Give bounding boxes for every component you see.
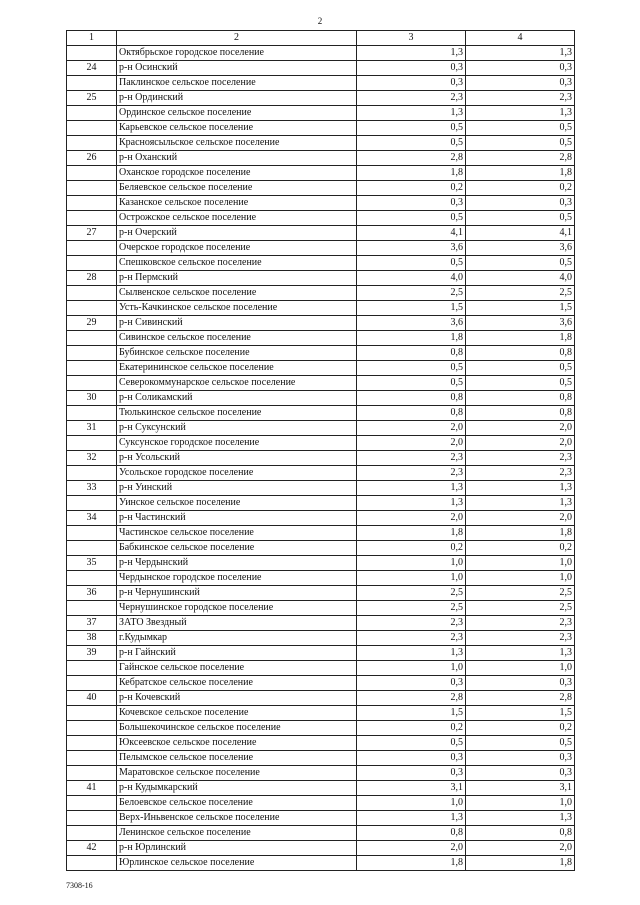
row-number bbox=[67, 76, 117, 91]
territory-name: Кочевское сельское поселение bbox=[117, 706, 357, 721]
value-col4: 1,3 bbox=[466, 811, 575, 826]
table-row bbox=[67, 841, 575, 856]
value-col4: 1,3 bbox=[466, 496, 575, 511]
row-number: 35 bbox=[67, 556, 117, 571]
table-row bbox=[67, 121, 575, 136]
territory-name: Гайнское сельское поселение bbox=[117, 661, 357, 676]
territory-name: Беляевское сельское поселение bbox=[117, 181, 357, 196]
table-row bbox=[67, 481, 575, 496]
table-row bbox=[67, 106, 575, 121]
territory-name: Паклинское сельское поселение bbox=[117, 76, 357, 91]
row-number: 25 bbox=[67, 91, 117, 106]
row-number bbox=[67, 361, 117, 376]
value-col3: 2,0 bbox=[357, 421, 466, 436]
table-row bbox=[67, 556, 575, 571]
row-number bbox=[67, 166, 117, 181]
row-number bbox=[67, 661, 117, 676]
table-row bbox=[67, 241, 575, 256]
territory-name: р-н Пермский bbox=[117, 271, 357, 286]
row-number bbox=[67, 286, 117, 301]
value-col4: 2,5 bbox=[466, 286, 575, 301]
row-number bbox=[67, 301, 117, 316]
table-row bbox=[67, 61, 575, 76]
table-header-row bbox=[67, 31, 575, 46]
territory-name: Белоевское сельское поселение bbox=[117, 796, 357, 811]
value-col4: 0,5 bbox=[466, 256, 575, 271]
value-col4: 0,5 bbox=[466, 121, 575, 136]
territory-name: р-н Частинский bbox=[117, 511, 357, 526]
row-number: 42 bbox=[67, 841, 117, 856]
value-col4: 2,3 bbox=[466, 616, 575, 631]
value-col4: 2,8 bbox=[466, 151, 575, 166]
row-number: 39 bbox=[67, 646, 117, 661]
row-number bbox=[67, 571, 117, 586]
value-col4: 0,3 bbox=[466, 76, 575, 91]
territory-name: Карьевское сельское поселение bbox=[117, 121, 357, 136]
value-col4: 0,2 bbox=[466, 181, 575, 196]
value-col3: 2,0 bbox=[357, 841, 466, 856]
value-col4: 0,3 bbox=[466, 751, 575, 766]
table-row bbox=[67, 661, 575, 676]
territory-name: р-н Кочевский bbox=[117, 691, 357, 706]
value-col4: 0,5 bbox=[466, 376, 575, 391]
value-col3: 1,3 bbox=[357, 811, 466, 826]
table-row bbox=[67, 616, 575, 631]
table-row bbox=[67, 631, 575, 646]
territory-name: Пелымское сельское поселение bbox=[117, 751, 357, 766]
value-col4: 0,5 bbox=[466, 736, 575, 751]
value-col3: 0,3 bbox=[357, 766, 466, 781]
territory-name: р-н Чернушинский bbox=[117, 586, 357, 601]
row-number: 34 bbox=[67, 511, 117, 526]
row-number bbox=[67, 376, 117, 391]
value-col4: 0,3 bbox=[466, 196, 575, 211]
value-col3: 1,3 bbox=[357, 46, 466, 61]
territory-name: Большекочинское сельское поселение bbox=[117, 721, 357, 736]
column-header: 3 bbox=[357, 31, 466, 46]
value-col4: 0,8 bbox=[466, 346, 575, 361]
value-col3: 1,8 bbox=[357, 526, 466, 541]
value-col4: 1,8 bbox=[466, 856, 575, 871]
territory-name: р-н Оханский bbox=[117, 151, 357, 166]
table-row bbox=[67, 856, 575, 871]
value-col4: 2,0 bbox=[466, 841, 575, 856]
value-col3: 2,5 bbox=[357, 586, 466, 601]
value-col4: 2,3 bbox=[466, 466, 575, 481]
value-col3: 2,8 bbox=[357, 151, 466, 166]
row-number bbox=[67, 346, 117, 361]
territory-name: Юрлинское сельское поселение bbox=[117, 856, 357, 871]
value-col3: 2,3 bbox=[357, 451, 466, 466]
value-col3: 0,8 bbox=[357, 391, 466, 406]
value-col4: 0,8 bbox=[466, 391, 575, 406]
territory-name: Октябрьское городское поселение bbox=[117, 46, 357, 61]
value-col3: 0,5 bbox=[357, 136, 466, 151]
table-row bbox=[67, 136, 575, 151]
value-col3: 0,5 bbox=[357, 736, 466, 751]
value-col3: 1,3 bbox=[357, 106, 466, 121]
row-number bbox=[67, 406, 117, 421]
value-col3: 0,3 bbox=[357, 76, 466, 91]
territory-name: Очерское городское поселение bbox=[117, 241, 357, 256]
document-code: 7308-16 bbox=[66, 881, 93, 890]
table-row bbox=[67, 781, 575, 796]
table-row bbox=[67, 406, 575, 421]
row-number bbox=[67, 601, 117, 616]
territory-name: Спешковское сельское поселение bbox=[117, 256, 357, 271]
territory-name: Северокоммунарское сельское поселение bbox=[117, 376, 357, 391]
column-header: 4 bbox=[466, 31, 575, 46]
value-col3: 0,2 bbox=[357, 721, 466, 736]
table-row bbox=[67, 601, 575, 616]
value-col3: 0,3 bbox=[357, 61, 466, 76]
row-number bbox=[67, 256, 117, 271]
territory-name: Тюлькинское сельское поселение bbox=[117, 406, 357, 421]
table-row bbox=[67, 541, 575, 556]
row-number: 24 bbox=[67, 61, 117, 76]
row-number bbox=[67, 46, 117, 61]
value-col3: 1,0 bbox=[357, 571, 466, 586]
value-col4: 0,5 bbox=[466, 361, 575, 376]
table-row bbox=[67, 196, 575, 211]
table-row bbox=[67, 271, 575, 286]
territory-name: г.Кудымкар bbox=[117, 631, 357, 646]
territory-name: Чернушинское городское поселение bbox=[117, 601, 357, 616]
value-col3: 1,0 bbox=[357, 796, 466, 811]
value-col4: 0,3 bbox=[466, 676, 575, 691]
row-number bbox=[67, 766, 117, 781]
value-col3: 0,8 bbox=[357, 406, 466, 421]
table-row bbox=[67, 346, 575, 361]
value-col4: 1,3 bbox=[466, 106, 575, 121]
territory-name: Усольское городское поселение bbox=[117, 466, 357, 481]
value-col4: 0,8 bbox=[466, 406, 575, 421]
value-col4: 1,8 bbox=[466, 166, 575, 181]
value-col3: 1,8 bbox=[357, 166, 466, 181]
table-row bbox=[67, 466, 575, 481]
value-col4: 1,0 bbox=[466, 556, 575, 571]
row-number bbox=[67, 811, 117, 826]
territory-name: Частинское сельское поселение bbox=[117, 526, 357, 541]
value-col4: 3,6 bbox=[466, 316, 575, 331]
value-col4: 0,2 bbox=[466, 541, 575, 556]
row-number: 36 bbox=[67, 586, 117, 601]
value-col3: 1,5 bbox=[357, 706, 466, 721]
territory-name: Оханское городское поселение bbox=[117, 166, 357, 181]
value-col3: 0,5 bbox=[357, 361, 466, 376]
value-col3: 0,8 bbox=[357, 346, 466, 361]
row-number: 40 bbox=[67, 691, 117, 706]
table-row bbox=[67, 751, 575, 766]
value-col3: 1,5 bbox=[357, 301, 466, 316]
table-row bbox=[67, 571, 575, 586]
value-col4: 2,0 bbox=[466, 421, 575, 436]
allocation-table bbox=[66, 30, 575, 871]
table-row bbox=[67, 391, 575, 406]
value-col3: 1,8 bbox=[357, 856, 466, 871]
value-col3: 4,1 bbox=[357, 226, 466, 241]
value-col4: 2,0 bbox=[466, 511, 575, 526]
table-row bbox=[67, 376, 575, 391]
row-number bbox=[67, 751, 117, 766]
value-col3: 3,6 bbox=[357, 316, 466, 331]
territory-name: р-н Усольский bbox=[117, 451, 357, 466]
value-col3: 2,5 bbox=[357, 601, 466, 616]
row-number: 29 bbox=[67, 316, 117, 331]
value-col4: 1,0 bbox=[466, 796, 575, 811]
value-col3: 0,3 bbox=[357, 196, 466, 211]
value-col3: 3,1 bbox=[357, 781, 466, 796]
territory-name: Ленинское сельское поселение bbox=[117, 826, 357, 841]
table-row bbox=[67, 811, 575, 826]
row-number: 28 bbox=[67, 271, 117, 286]
value-col3: 1,3 bbox=[357, 496, 466, 511]
value-col4: 4,0 bbox=[466, 271, 575, 286]
territory-name: Суксунское городское поселение bbox=[117, 436, 357, 451]
value-col4: 0,8 bbox=[466, 826, 575, 841]
value-col4: 2,8 bbox=[466, 691, 575, 706]
value-col4: 1,3 bbox=[466, 646, 575, 661]
value-col3: 0,5 bbox=[357, 211, 466, 226]
table-row bbox=[67, 436, 575, 451]
value-col4: 3,6 bbox=[466, 241, 575, 256]
table-row bbox=[67, 736, 575, 751]
territory-name: ЗАТО Звездный bbox=[117, 616, 357, 631]
territory-name: р-н Очерский bbox=[117, 226, 357, 241]
value-col3: 1,8 bbox=[357, 331, 466, 346]
territory-name: р-н Соликамский bbox=[117, 391, 357, 406]
territory-name: р-н Осинский bbox=[117, 61, 357, 76]
table-row bbox=[67, 226, 575, 241]
value-col3: 2,3 bbox=[357, 466, 466, 481]
table-row bbox=[67, 316, 575, 331]
table-row bbox=[67, 691, 575, 706]
territory-name: Усть-Качкинское сельское поселение bbox=[117, 301, 357, 316]
table-row bbox=[67, 796, 575, 811]
value-col4: 0,3 bbox=[466, 766, 575, 781]
value-col3: 3,6 bbox=[357, 241, 466, 256]
column-header: 1 bbox=[67, 31, 117, 46]
table-row bbox=[67, 826, 575, 841]
row-number: 41 bbox=[67, 781, 117, 796]
row-number bbox=[67, 856, 117, 871]
value-col3: 0,5 bbox=[357, 121, 466, 136]
row-number bbox=[67, 706, 117, 721]
table-row bbox=[67, 766, 575, 781]
value-col4: 2,5 bbox=[466, 601, 575, 616]
value-col3: 2,3 bbox=[357, 631, 466, 646]
territory-name: р-н Суксунский bbox=[117, 421, 357, 436]
row-number bbox=[67, 496, 117, 511]
value-col4: 4,1 bbox=[466, 226, 575, 241]
table-row bbox=[67, 91, 575, 106]
territory-name: Бубинское сельское поселение bbox=[117, 346, 357, 361]
territory-name: Сылвенское сельское поселение bbox=[117, 286, 357, 301]
row-number bbox=[67, 181, 117, 196]
table-row bbox=[67, 46, 575, 61]
territory-name: Верх-Иньвенское сельское поселение bbox=[117, 811, 357, 826]
value-col3: 4,0 bbox=[357, 271, 466, 286]
territory-name: р-н Юрлинский bbox=[117, 841, 357, 856]
row-number: 26 bbox=[67, 151, 117, 166]
value-col4: 0,5 bbox=[466, 136, 575, 151]
territory-name: Острожское сельское поселение bbox=[117, 211, 357, 226]
row-number bbox=[67, 721, 117, 736]
territory-name: Казанское сельское поселение bbox=[117, 196, 357, 211]
row-number bbox=[67, 466, 117, 481]
value-col3: 2,0 bbox=[357, 511, 466, 526]
value-col4: 1,5 bbox=[466, 301, 575, 316]
row-number: 30 bbox=[67, 391, 117, 406]
value-col3: 0,3 bbox=[357, 751, 466, 766]
value-col4: 1,3 bbox=[466, 46, 575, 61]
row-number bbox=[67, 106, 117, 121]
row-number: 33 bbox=[67, 481, 117, 496]
table-row bbox=[67, 76, 575, 91]
table-row bbox=[67, 361, 575, 376]
table-row bbox=[67, 451, 575, 466]
value-col4: 2,0 bbox=[466, 436, 575, 451]
value-col4: 0,3 bbox=[466, 61, 575, 76]
value-col3: 0,2 bbox=[357, 181, 466, 196]
value-col3: 2,3 bbox=[357, 91, 466, 106]
territory-name: р-н Сивинский bbox=[117, 316, 357, 331]
value-col4: 1,3 bbox=[466, 481, 575, 496]
value-col4: 2,3 bbox=[466, 631, 575, 646]
page-number: 2 bbox=[317, 16, 323, 26]
value-col4: 3,1 bbox=[466, 781, 575, 796]
row-number bbox=[67, 136, 117, 151]
table-row bbox=[67, 211, 575, 226]
value-col4: 0,5 bbox=[466, 211, 575, 226]
table-row bbox=[67, 421, 575, 436]
value-col3: 0,3 bbox=[357, 676, 466, 691]
table-row bbox=[67, 301, 575, 316]
table-row bbox=[67, 721, 575, 736]
table-row bbox=[67, 511, 575, 526]
territory-name: Чердынское городское поселение bbox=[117, 571, 357, 586]
value-col3: 1,0 bbox=[357, 556, 466, 571]
territory-name: Кебратское сельское поселение bbox=[117, 676, 357, 691]
territory-name: Бабкинское сельское поселение bbox=[117, 541, 357, 556]
territory-name: р-н Уинский bbox=[117, 481, 357, 496]
row-number bbox=[67, 241, 117, 256]
value-col3: 1,3 bbox=[357, 646, 466, 661]
territory-name: Маратовское сельское поселение bbox=[117, 766, 357, 781]
table-row bbox=[67, 181, 575, 196]
row-number: 37 bbox=[67, 616, 117, 631]
territory-name: Сивинское сельское поселение bbox=[117, 331, 357, 346]
value-col4: 1,8 bbox=[466, 526, 575, 541]
table-row bbox=[67, 586, 575, 601]
value-col4: 0,2 bbox=[466, 721, 575, 736]
table-row bbox=[67, 526, 575, 541]
row-number bbox=[67, 196, 117, 211]
value-col3: 1,0 bbox=[357, 661, 466, 676]
territory-name: Ординское сельское поселение bbox=[117, 106, 357, 121]
row-number bbox=[67, 211, 117, 226]
value-col4: 1,0 bbox=[466, 661, 575, 676]
territory-name: р-н Ординский bbox=[117, 91, 357, 106]
row-number bbox=[67, 736, 117, 751]
row-number: 38 bbox=[67, 631, 117, 646]
territory-name: Уинское сельское поселение bbox=[117, 496, 357, 511]
value-col3: 0,5 bbox=[357, 256, 466, 271]
row-number: 32 bbox=[67, 451, 117, 466]
value-col4: 2,5 bbox=[466, 586, 575, 601]
value-col3: 0,5 bbox=[357, 376, 466, 391]
row-number bbox=[67, 676, 117, 691]
territory-name: Екатерининское сельское поселение bbox=[117, 361, 357, 376]
row-number bbox=[67, 331, 117, 346]
column-header: 2 bbox=[117, 31, 357, 46]
table-row bbox=[67, 646, 575, 661]
row-number bbox=[67, 121, 117, 136]
row-number bbox=[67, 796, 117, 811]
table-row bbox=[67, 166, 575, 181]
territory-name: Юксеевское сельское поселение bbox=[117, 736, 357, 751]
value-col3: 0,8 bbox=[357, 826, 466, 841]
table-row bbox=[67, 706, 575, 721]
row-number bbox=[67, 436, 117, 451]
row-number: 31 bbox=[67, 421, 117, 436]
table-row bbox=[67, 676, 575, 691]
territory-name: Красноясыльское сельское поселение bbox=[117, 136, 357, 151]
row-number: 27 bbox=[67, 226, 117, 241]
value-col4: 1,5 bbox=[466, 706, 575, 721]
territory-name: р-н Чердынский bbox=[117, 556, 357, 571]
value-col4: 1,8 bbox=[466, 331, 575, 346]
value-col4: 2,3 bbox=[466, 451, 575, 466]
value-col3: 2,0 bbox=[357, 436, 466, 451]
table-row bbox=[67, 496, 575, 511]
row-number bbox=[67, 526, 117, 541]
value-col4: 2,3 bbox=[466, 91, 575, 106]
value-col3: 2,3 bbox=[357, 616, 466, 631]
table-row bbox=[67, 256, 575, 271]
table-row bbox=[67, 151, 575, 166]
territory-name: р-н Гайнский bbox=[117, 646, 357, 661]
value-col3: 1,3 bbox=[357, 481, 466, 496]
table-row bbox=[67, 331, 575, 346]
territory-name: р-н Кудымкарский bbox=[117, 781, 357, 796]
value-col3: 2,5 bbox=[357, 286, 466, 301]
row-number bbox=[67, 826, 117, 841]
value-col3: 0,2 bbox=[357, 541, 466, 556]
value-col3: 2,8 bbox=[357, 691, 466, 706]
table-row bbox=[67, 286, 575, 301]
row-number bbox=[67, 541, 117, 556]
value-col4: 1,0 bbox=[466, 571, 575, 586]
